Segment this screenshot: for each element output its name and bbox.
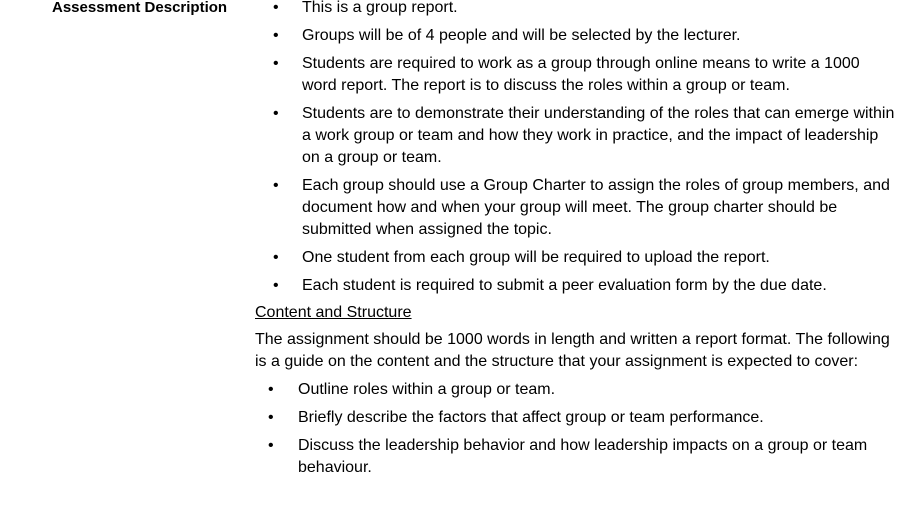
bullet-icon: • xyxy=(273,177,279,194)
bullet-icon: • xyxy=(273,0,279,16)
list-item-text: One student from each group will be required to upload the report. xyxy=(302,249,770,266)
list-item xyxy=(255,407,895,429)
list-item xyxy=(255,247,895,269)
description-list xyxy=(255,0,895,297)
list-item xyxy=(255,379,895,401)
bullet-icon: • xyxy=(273,105,279,122)
bullet-icon: • xyxy=(268,437,274,454)
list-item-text: Briefly describe the factors that affect group or team performance. xyxy=(298,409,764,426)
list-item-text: Students are required to work as a group through online means to write a 1000 word report. The report is to discuss the roles within a group or team. xyxy=(302,55,860,94)
list-item-text: Each student is required to submit a peer evaluation form by the due date. xyxy=(302,277,827,294)
bullet-icon: • xyxy=(273,249,279,266)
list-item-text: This is a group report. xyxy=(302,0,458,16)
bullet-icon: • xyxy=(273,55,279,72)
list-item xyxy=(255,0,895,19)
structure-list xyxy=(255,379,895,479)
list-item xyxy=(255,25,895,47)
list-item xyxy=(255,53,895,97)
content-structure-heading: Content and Structure xyxy=(255,304,412,321)
list-item-text: Students are to demonstrate their understanding of the roles that can emerge within a work group or team and how they work in practice, and the impact of leadership on a group or team. xyxy=(302,105,895,166)
assessment-content xyxy=(255,0,895,485)
list-item-text: Each group should use a Group Charter to assign the roles of group members, and document how and when your group will meet. The group charter should be submitted when assigned the topic. xyxy=(302,177,890,238)
assessment-description-label: Assessment Description xyxy=(52,0,228,16)
bullet-icon: • xyxy=(273,277,279,294)
list-item xyxy=(255,435,895,479)
list-item-text: Outline roles within a group or team. xyxy=(298,381,556,398)
bullet-icon: • xyxy=(268,409,274,426)
list-item xyxy=(255,175,895,241)
list-item xyxy=(255,275,895,297)
content-paragraph: The assignment should be 1000 words in length and written a report format. The following is a guide on the content and the structure that your assignment is expected to cover: xyxy=(255,331,890,370)
bullet-icon: • xyxy=(273,27,279,44)
bullet-icon: • xyxy=(268,381,274,398)
list-item-text: Groups will be of 4 people and will be selected by the lecturer. xyxy=(302,27,741,44)
list-item xyxy=(255,103,895,169)
list-item-text: Discuss the leadership behavior and how leadership impacts on a group or team behaviour. xyxy=(298,437,868,476)
